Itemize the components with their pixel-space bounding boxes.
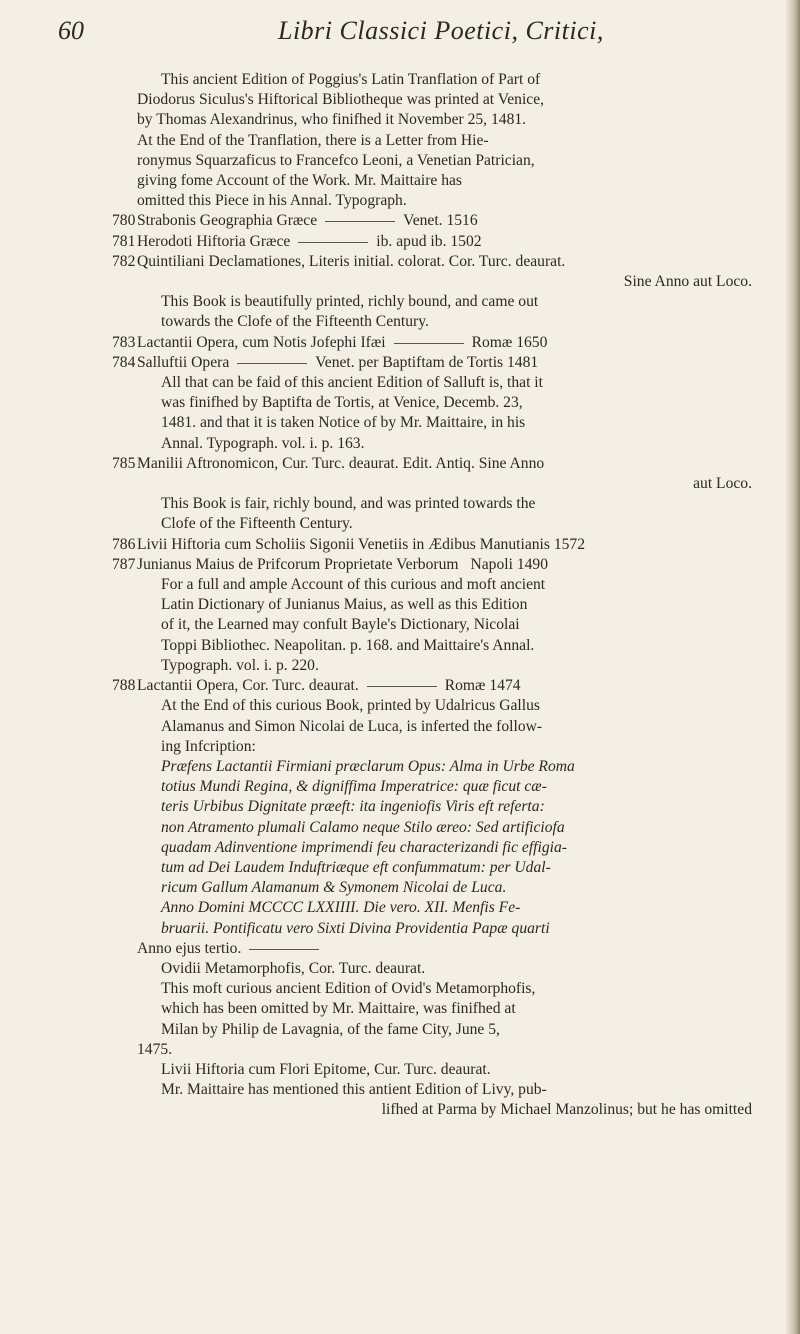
entry-title: Herodoti Hiftoria Græce bbox=[137, 232, 291, 250]
text-line: 1481. and that it is taken Notice of by Mr. Maittaire, in his bbox=[161, 414, 526, 432]
text-line: Milan by Philip de Lavagnia, of the fame City, June 5, bbox=[161, 1020, 500, 1038]
catalogue-entry bbox=[0, 454, 780, 474]
text-line: At the End of this curious Book, printed by Udalricus Gallus bbox=[161, 697, 540, 715]
running-title: Libri Classici Poetici, Critici, bbox=[278, 16, 604, 45]
entry-number: 784 bbox=[112, 353, 136, 371]
inscription-line: Anno Domini MCCCC LXXIIII. Die vero. XII. Menfis Fe- bbox=[161, 899, 521, 917]
text-line: This Book is fair, richly bound, and was printed towards the bbox=[161, 495, 536, 513]
inscription-line: tum ad Dei Laudem Induftriæque eft confummatum: per Udal- bbox=[161, 858, 551, 876]
entry-imprint: ib. apud ib. 1502 bbox=[376, 232, 482, 250]
entry-title: 1475. bbox=[137, 1040, 173, 1058]
text-line: Diodorus Siculus's Hiftorical Bibliotheque was printed at Venice, bbox=[137, 91, 545, 109]
text-line: Latin Dictionary of Junianus Maius, as well as this Edition bbox=[161, 596, 528, 614]
entry-number: 781 bbox=[112, 232, 136, 250]
text-line: giving fome Account of the Work. Mr. Maittaire has bbox=[137, 172, 462, 190]
entry-number: 785 bbox=[112, 454, 136, 472]
catchword: lifhed at Parma by Michael Manzolinus; but he has omitted bbox=[381, 1101, 752, 1119]
entry-imprint: Romæ 1650 bbox=[471, 333, 548, 351]
text-line: Typograph. vol. i. p. 220. bbox=[161, 656, 319, 674]
catalogue-entry bbox=[0, 555, 780, 575]
inscription-line: non Atramento plumali Calamo neque Stilo æreo: Sed artificiofa bbox=[161, 818, 565, 836]
text-line: Mr. Maittaire has mentioned this antient Edition of Livy, pub- bbox=[161, 1081, 547, 1099]
text-line: by Thomas Alexandrinus, who finifhed it November 25, 1481. bbox=[137, 111, 527, 129]
entry-title: Quintiliani Declamationes, Literis initial. colorat. Cor. Turc. deaurat. bbox=[137, 252, 566, 270]
entry-number: 788 bbox=[112, 677, 136, 695]
dash-rule bbox=[249, 949, 319, 950]
catalogue-entry bbox=[0, 1040, 780, 1060]
text-line: was finifhed by Baptifta de Tortis, at Venice, Decemb. 23, bbox=[161, 394, 523, 412]
text-line: Sine Anno aut Loco. bbox=[623, 273, 752, 291]
catalogue-entry bbox=[0, 939, 780, 959]
inscription-line: totius Mundi Regina, & digniffima Imperatrice: quæ ficut cæ- bbox=[161, 778, 547, 796]
entry-number: 780 bbox=[112, 212, 136, 230]
inscription-line: ricum Gallum Alamanum & Symonem Nicolai de Luca. bbox=[161, 879, 507, 897]
text-line: Toppi Bibliothec. Neapolitan. p. 168. and Maittaire's Annal. bbox=[161, 636, 535, 654]
catalogue-entry bbox=[0, 535, 780, 555]
dash-rule bbox=[298, 242, 368, 243]
text-line: Clofe of the Fifteenth Century. bbox=[161, 515, 353, 533]
page-edge bbox=[786, 0, 800, 1334]
inscription-line: quadam Adinventione imprimendi feu characterizandi fic effigia- bbox=[161, 838, 567, 856]
catalogue-text bbox=[0, 70, 780, 1121]
text-line: which has been omitted by Mr. Maittaire, was finifhed at bbox=[161, 1000, 516, 1018]
text-line: Ovidii Metamorphofis, Cor. Turc. deaurat. bbox=[161, 959, 426, 977]
text-line: At the End of the Tranflation, there is a Letter from Hie- bbox=[137, 131, 489, 149]
entry-imprint: Napoli 1490 bbox=[470, 555, 549, 573]
catalogue-entry bbox=[0, 252, 780, 272]
entry-title: Manilii Aftronomicon, Cur. Turc. deaurat. Edit. Antiq. Sine Anno bbox=[137, 454, 545, 472]
entry-number: 783 bbox=[112, 333, 136, 351]
text-line: Annal. Typograph. vol. i. p. 163. bbox=[161, 434, 365, 452]
text-line: ing Infcription: bbox=[161, 737, 256, 755]
entry-imprint: Venet. per Baptiftam de Tortis 1481 bbox=[315, 353, 539, 371]
catalogue-entry bbox=[0, 676, 780, 696]
text-line: This ancient Edition of Poggius's Latin Tranflation of Part of bbox=[161, 71, 541, 88]
dash-rule bbox=[394, 343, 464, 344]
entry-title: Lactantii Opera, Cor. Turc. deaurat. bbox=[137, 677, 359, 695]
dash-rule bbox=[367, 686, 437, 687]
entry-title: Junianus Maius de Prifcorum Proprietate Verborum bbox=[137, 555, 459, 573]
catalogue-entry bbox=[0, 353, 780, 373]
dash-rule bbox=[325, 221, 395, 222]
text-line: ronymus Squarzaficus to Francefco Leoni, a Venetian Patrician, bbox=[137, 151, 535, 169]
entry-number: 782 bbox=[112, 252, 136, 270]
entry-imprint: Romæ 1474 bbox=[444, 677, 521, 695]
entry-title: Salluftii Opera bbox=[137, 353, 230, 371]
text-line: Alamanus and Simon Nicolai de Luca, is inferted the follow- bbox=[161, 717, 543, 735]
inscription-line: teris Urbibus Dignitate præeft: ita ingeniofis Viris eft referta: bbox=[161, 798, 545, 816]
entry-title: Lactantii Opera, cum Notis Jofephi Ifæi bbox=[137, 333, 386, 351]
dash-rule bbox=[237, 363, 307, 364]
entry-title: Strabonis Geographia Græce bbox=[137, 212, 318, 230]
entry-title: Livii Hiftoria cum Scholiis Sigonii Venetiis in Ædibus Manutianis 1572 bbox=[137, 535, 586, 553]
text-line: This Book is beautifully printed, richly bound, and came out bbox=[161, 293, 539, 311]
entry-imprint: Venet. 1516 bbox=[403, 212, 478, 230]
inscription-line: bruarii. Pontificatu vero Sixti Divina Providentia Papæ quarti bbox=[161, 919, 550, 937]
text-line: All that can be faid of this ancient Edition of Salluft is, that it bbox=[161, 374, 543, 392]
catalogue-entry bbox=[0, 211, 780, 231]
text-line: Livii Hiftoria cum Flori Epitome, Cur. Turc. deaurat. bbox=[161, 1060, 491, 1078]
text-line: aut Loco. bbox=[693, 475, 752, 493]
text-line: omitted this Piece in his Annal. Typograph. bbox=[137, 192, 407, 210]
page-header bbox=[58, 12, 778, 52]
inscription-line: Præfens Lactantii Firmiani præclarum Opus: Alma in Urbe Roma bbox=[161, 757, 575, 775]
catalogue-entry bbox=[0, 333, 780, 353]
text-line: towards the Clofe of the Fifteenth Century. bbox=[161, 313, 429, 331]
text-line: of it, the Learned may confult Bayle's Dictionary, Nicolai bbox=[161, 616, 520, 634]
entry-number: 786 bbox=[112, 535, 136, 553]
catalogue-entry bbox=[0, 232, 780, 252]
entry-number: 787 bbox=[112, 555, 136, 573]
text-line: This moft curious ancient Edition of Ovid's Metamorphofis, bbox=[161, 980, 536, 998]
entry-title: Anno ejus tertio. bbox=[137, 939, 242, 957]
text-line: For a full and ample Account of this curious and moft ancient bbox=[161, 576, 546, 594]
page-number: 60 bbox=[58, 16, 84, 45]
